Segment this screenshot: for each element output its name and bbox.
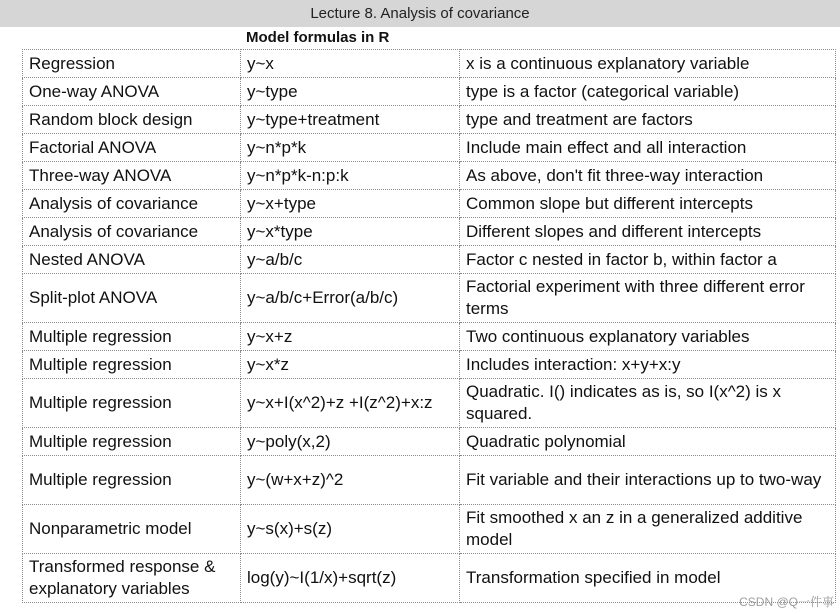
formula-cell: y~n*p*k-n:p:k: [241, 162, 460, 190]
table-row: [23, 554, 836, 603]
table-row: [23, 218, 836, 246]
formula-cell: y~a/b/c+Error(a/b/c): [241, 274, 460, 323]
model-cell: Nonparametric model: [23, 505, 241, 554]
formula-cell: y~x: [241, 50, 460, 78]
model-cell: One-way ANOVA: [23, 78, 241, 106]
model-cell: Analysis of covariance: [23, 218, 241, 246]
description-cell: Includes interaction: x+y+x:y: [460, 351, 836, 379]
table-row: [23, 274, 836, 323]
model-cell: Transformed response & explanatory variables: [23, 554, 241, 603]
model-cell: Multiple regression: [23, 351, 241, 379]
formula-cell: y~type: [241, 78, 460, 106]
formula-cell: y~x*z: [241, 351, 460, 379]
lecture-title: Lecture 8. Analysis of covariance: [310, 5, 530, 22]
table-row: [23, 505, 836, 554]
description-cell: Quadratic polynomial: [460, 428, 836, 456]
formula-cell: y~x+type: [241, 190, 460, 218]
table-row: [23, 246, 836, 274]
model-cell: Multiple regression: [23, 379, 241, 428]
model-cell: Multiple regression: [23, 428, 241, 456]
description-cell: x is a continuous explanatory variable: [460, 50, 836, 78]
model-cell: Factorial ANOVA: [23, 134, 241, 162]
model-cell: Regression: [23, 50, 241, 78]
table-row: [23, 190, 836, 218]
table-row: [23, 78, 836, 106]
watermark: CSDN @Q一件事: [739, 595, 834, 609]
formula-cell: y~a/b/c: [241, 246, 460, 274]
description-cell: Transformation specified in model: [460, 554, 836, 603]
formula-cell: y~x+I(x^2)+z +I(z^2)+x:z: [241, 379, 460, 428]
formula-cell: y~poly(x,2): [241, 428, 460, 456]
model-cell: Multiple regression: [23, 323, 241, 351]
description-cell: As above, don't fit three-way interaction: [460, 162, 836, 190]
model-formulas-table: [22, 49, 836, 603]
description-cell: type and treatment are factors: [460, 106, 836, 134]
model-cell: Split-plot ANOVA: [23, 274, 241, 323]
description-cell: Fit variable and their interactions up to two-way: [460, 456, 836, 505]
model-cell: Random block design: [23, 106, 241, 134]
table-row: [23, 351, 836, 379]
description-cell: Different slopes and different intercepts: [460, 218, 836, 246]
table-row: [23, 50, 836, 78]
formula-cell: y~x+z: [241, 323, 460, 351]
formula-cell: y~type+treatment: [241, 106, 460, 134]
formula-cell: y~x*type: [241, 218, 460, 246]
formula-cell: y~n*p*k: [241, 134, 460, 162]
model-cell: Nested ANOVA: [23, 246, 241, 274]
description-cell: Fit smoothed x an z in a generalized additive model: [460, 505, 836, 554]
description-cell: Include main effect and all interaction: [460, 134, 836, 162]
table-row: [23, 428, 836, 456]
description-cell: Common slope but different intercepts: [460, 190, 836, 218]
table-row: [23, 323, 836, 351]
description-cell: Two continuous explanatory variables: [460, 323, 836, 351]
table-caption: Model formulas in R: [246, 29, 390, 46]
table-row: [23, 106, 836, 134]
table-row: [23, 456, 836, 505]
table-row: [23, 379, 836, 428]
description-cell: Factorial experiment with three different error terms: [460, 274, 836, 323]
table-row: [23, 134, 836, 162]
lecture-header: [0, 0, 840, 27]
description-cell: Quadratic. I() indicates as is, so I(x^2) is x squared.: [460, 379, 836, 428]
model-cell: Multiple regression: [23, 456, 241, 505]
description-cell: type is a factor (categorical variable): [460, 78, 836, 106]
formula-cell: y~(w+x+z)^2: [241, 456, 460, 505]
model-cell: Analysis of covariance: [23, 190, 241, 218]
table-row: [23, 162, 836, 190]
description-cell: Factor c nested in factor b, within factor a: [460, 246, 836, 274]
formula-cell: log(y)~I(1/x)+sqrt(z): [241, 554, 460, 603]
formula-cell: y~s(x)+s(z): [241, 505, 460, 554]
model-cell: Three-way ANOVA: [23, 162, 241, 190]
